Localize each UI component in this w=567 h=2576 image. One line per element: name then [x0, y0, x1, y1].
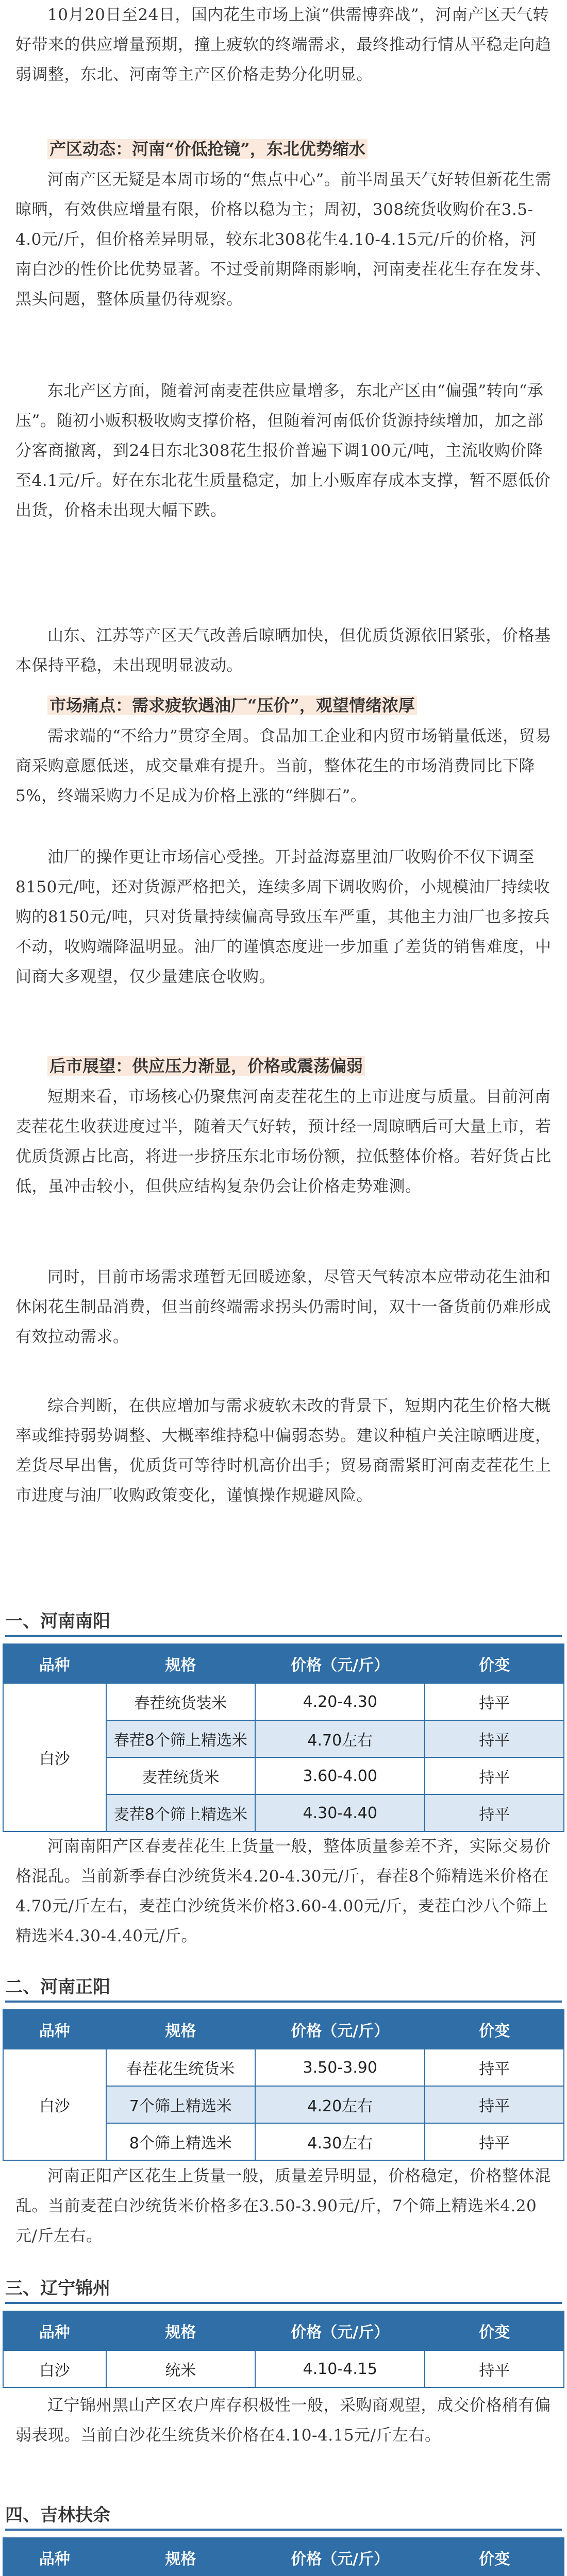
region-underline	[5, 1635, 562, 1637]
section-heading-outlook	[47, 1051, 365, 1081]
section-heading-text: 市场痛点：需求疲软遇油厂“压价”，观望情绪浓厚	[47, 696, 417, 715]
region-title-text: 二、河南正阳	[5, 1977, 110, 1997]
table-row	[3, 2049, 564, 2086]
header-spec: 规格	[106, 1644, 255, 1683]
table-header-row	[3, 2311, 564, 2350]
cell-variety: 白沙	[3, 1683, 106, 1832]
cell-spec: 8个筛上精选米	[106, 2123, 255, 2160]
section1-paragraph-3: 山东、江苏等产区天气改善后晾晒加快，但优质货源依旧紧张，价格基本保持平稳，未出现明显波动。	[15, 626, 551, 675]
table-header-row	[3, 2010, 564, 2049]
table-header-row	[3, 1644, 564, 1683]
cell-spec: 春茬统货装米	[106, 1683, 255, 1720]
table-header-row	[3, 2538, 564, 2576]
section2-paragraph-2: 油厂的操作更让市场信心受挫。开封益海嘉里油厂收购价不仅下调至8150元/吨，还对货源严格把关，连续多周下调收购价，小规模油厂持续收购的8150元/吨，只对货量持续偏高导致压车严重，其他主力油厂也多按兵不动，收购端降温明显。油厂的谨慎态度进一步加重了差货的销售难度，中间商大多观望，仅少量建底仓收购。	[15, 848, 552, 986]
section3-paragraph-2: 同时，目前市场需求瑾暂无回暖迹象，尽管天气转凉本应带动花生油和休闲花生制品消费，但当前终端需求拐头仍需时间，双十一备货前仍难形成有效拉动需求。	[15, 1268, 552, 1346]
cell-spec: 春茬8个筛上精选米	[106, 1720, 255, 1757]
region-note-zhengyang: 河南正阳产区花生上货量一般，质量差异明显，价格稳定，价格整体混乱。当前麦茬白沙统货米价格多在3.50-3.90元/斤，7个筛上精选米4.20元/斤左右。	[15, 2167, 551, 2245]
header-change: 价变	[425, 1644, 564, 1683]
region-title-text: 一、河南南阳	[5, 1611, 110, 1632]
region-note-jinzhou: 辽宁锦州黑山产区农户库存积极性一般，采购商观望，成交价格稍有偏弱表现。当前白沙花生统货米价格在4.10-4.15元/斤左右。	[15, 2396, 551, 2445]
region-title-zhengyang	[5, 1976, 562, 1998]
header-price: 价格（元/斤）	[255, 1644, 425, 1683]
header-change: 价变	[425, 2311, 564, 2350]
region-underline	[5, 2529, 562, 2531]
header-variety: 品种	[3, 2010, 106, 2049]
header-price: 价格（元/斤）	[255, 2538, 425, 2576]
cell-price: 4.10-4.15	[255, 2350, 425, 2387]
header-price: 价格（元/斤）	[255, 2311, 425, 2350]
price-table-fuyu	[3, 2537, 564, 2576]
cell-change: 持平	[425, 2049, 564, 2086]
cell-spec: 7个筛上精选米	[106, 2086, 255, 2123]
cell-change: 持平	[425, 1720, 564, 1757]
section1-paragraph-2: 东北产区方面，随着河南麦茬供应量增多，东北产区由“偏强”转向“承压”。随初小贩积极收购支撑价格，但随着河南低价货源持续增加，加之部分客商撤离，到24日东北308花生报价普遍下调100元/吨，主流收购价降至4.1元/斤。好在东北花生质量稳定，加上小贩库存成本支撑，暂不愿低价出货，价格未出现大幅下跌。	[15, 382, 551, 520]
price-table-zhengyang	[3, 2009, 564, 2161]
cell-spec: 统米	[106, 2350, 255, 2387]
cell-change: 持平	[425, 2123, 564, 2160]
region-note-nanyang: 河南南阳产区春麦茬花生上货量一般，整体质量参差不齐，实际交易价格混乱。当前新季春白沙统货米4.20-4.30元/斤，春茬8个筛精选米价格在4.70元/斤左右，麦茬白沙统货米价格3.60-4.00元/斤，麦茬白沙八个筛上精选米4.30-4.40元/斤。	[15, 1837, 551, 1945]
region-underline	[5, 2302, 562, 2304]
header-change: 价变	[425, 2538, 564, 2576]
price-table-jinzhou	[3, 2311, 564, 2388]
header-spec: 规格	[106, 2538, 255, 2576]
header-price: 价格（元/斤）	[255, 2010, 425, 2049]
section-heading-production	[47, 134, 368, 164]
cell-price: 4.20-4.30	[255, 1683, 425, 1720]
region-title-jinzhou	[5, 2277, 562, 2300]
header-spec: 规格	[106, 2010, 255, 2049]
region-title-text: 三、辽宁锦州	[5, 2278, 110, 2299]
region-title-fuyu	[5, 2504, 562, 2527]
cell-variety: 白沙	[3, 2350, 106, 2387]
section2-paragraph-1: 需求端的“不给力”贯穿全周。食品加工企业和内贸市场销量低迷，贸易商采购意愿低迷，成交量难有提升。当前，整体花生的市场消费同比下降5%，终端采购力不足成为价格上涨的“绊脚石”。	[15, 727, 552, 805]
section-heading-text: 产区动态：河南“价低抢镜”，东北优势缩水	[47, 139, 368, 159]
section-heading-text: 后市展望：供应压力渐显，价格或震荡偏弱	[47, 1056, 365, 1076]
header-spec: 规格	[106, 2311, 255, 2350]
intro-paragraph: 10月20日至24日，国内花生市场上演“供需博弈战”，河南产区天气转好带来的供应增量预期，撞上疲软的终端需求，最终推动行情从平稳走向趋弱调整，东北、河南等主产区价格走势分化明显。	[15, 6, 552, 84]
cell-price: 4.70左右	[255, 1720, 425, 1757]
cell-spec: 春茬花生统货米	[106, 2049, 255, 2086]
region-title-nanyang	[5, 1610, 562, 1633]
cell-spec: 麦茬8个筛上精选米	[106, 1794, 255, 1832]
region-title-text: 四、吉林扶余	[5, 2505, 110, 2526]
cell-change: 持平	[425, 1757, 564, 1794]
cell-price: 3.50-3.90	[255, 2049, 425, 2086]
section-heading-pain-points	[47, 690, 417, 720]
section1-paragraph-1: 河南产区无疑是本周市场的“焦点中心”。前半周虽天气好转但新花生需晾晒，有效供应增量有限，价格以稳为主；周初，308统货收购价在3.5-4.0元/斤，但价格差异明显，较东北308花生4.10-4.15元/斤的价格，河南白沙的性价比优势显著。不过受前期降雨影响，河南麦茬花生存在发芽、黑头问题，整体质量仍待观察。	[15, 171, 552, 309]
table-row	[3, 2350, 564, 2387]
section3-paragraph-3: 综合判断，在供应增加与需求疲软未改的背景下，短期内花生价格大概率或维持弱势调整、大概率维持稳中偏弱态势。建议种植户关注晾晒进度，差货尽早出售，优质货可等待时机高价出手；贸易商需紧盯河南麦茬花生上市进度与油厂收购政策变化，谨慎操作规避风险。	[15, 1397, 552, 1505]
cell-change: 持平	[425, 1794, 564, 1832]
table-row	[3, 1683, 564, 1720]
cell-price: 4.30左右	[255, 2123, 425, 2160]
cell-price: 3.60-4.00	[255, 1757, 425, 1794]
header-variety: 品种	[3, 2311, 106, 2350]
cell-change: 持平	[425, 2350, 564, 2387]
header-variety: 品种	[3, 1644, 106, 1683]
cell-price: 4.30-4.40	[255, 1794, 425, 1832]
header-variety: 品种	[3, 2538, 106, 2576]
price-table-nanyang	[3, 1643, 564, 1832]
cell-change: 持平	[425, 1683, 564, 1720]
header-change: 价变	[425, 2010, 564, 2049]
cell-change: 持平	[425, 2086, 564, 2123]
section3-paragraph-1: 短期来看，市场核心仍聚焦河南麦茬花生的上市进度与质量。目前河南麦茬花生收获进度过半，随着天气好转，预计经一周晾晒后可大量上市，若优质货源占比高，将进一步挤压东北市场份额，拉低整体价格。若好货占比低，虽冲击较小，但供应结构复杂仍会让价格走势难测。	[15, 1088, 552, 1196]
cell-spec: 麦茬统货米	[106, 1757, 255, 1794]
cell-price: 4.20左右	[255, 2086, 425, 2123]
cell-variety: 白沙	[3, 2049, 106, 2160]
region-underline	[5, 2001, 562, 2003]
